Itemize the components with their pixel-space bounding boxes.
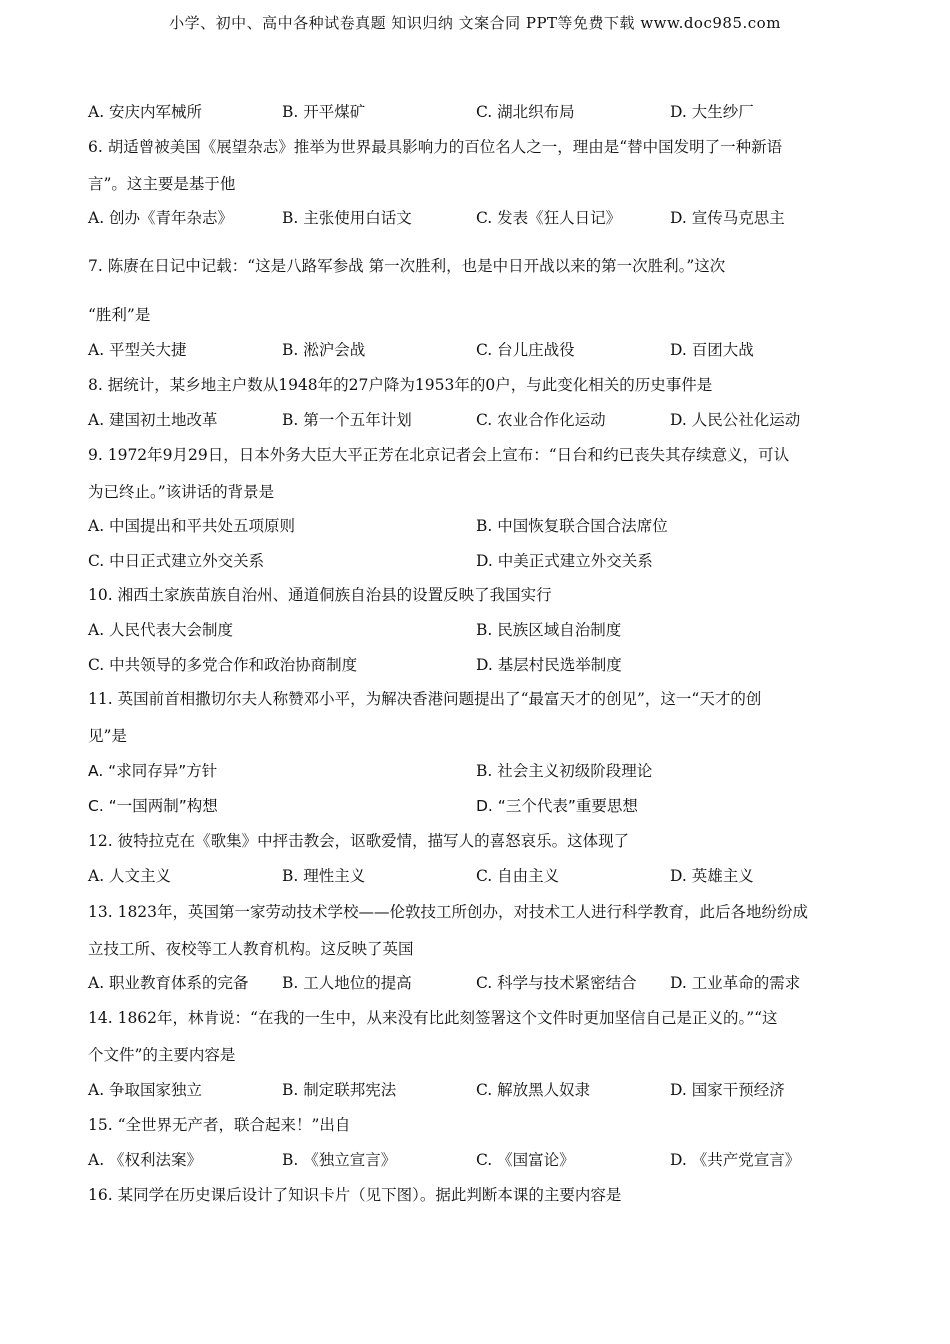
q6-stem-line2: 言”。这主要是基于他: [88, 175, 236, 193]
q7-option-a: A. 平型关大捷: [88, 341, 187, 359]
q11-option-d: D. “三个代表”重要思想: [476, 797, 638, 815]
q15-stem-line1: 15. “全世界无产者，联合起来！”出自: [88, 1116, 351, 1134]
q15-option-a: A. 《权利法案》: [88, 1151, 203, 1169]
q10-option-a: A. 人民代表大会制度: [88, 621, 234, 639]
q9-stem-line2: 为已终止。”该讲话的背景是: [88, 483, 275, 501]
q14-option-b: B. 制定联邦宪法: [282, 1081, 397, 1099]
q6-option-c: C. 发表《狂人日记》: [476, 209, 622, 227]
q7-option-b: B. 淞沪会战: [282, 341, 366, 359]
q10-option-d: D. 基层村民选举制度: [476, 656, 622, 674]
q9-option-b: B. 中国恢复联合国合法席位: [476, 517, 668, 535]
q11-option-a: A. “求同存异”方针: [88, 762, 218, 780]
q6-option-b: B. 主张使用白话文: [282, 209, 412, 227]
q15-option-c: C. 《国富论》: [476, 1151, 575, 1169]
q11-option-b: B. 社会主义初级阶段理论: [476, 762, 653, 780]
q11-option-c: C. “一国两制”构想: [88, 797, 218, 815]
q10-option-c: C. 中共领导的多党合作和政治协商制度: [88, 656, 358, 674]
q7-option-d: D. 百团大战: [670, 341, 754, 359]
q5-option-a: A. 安庆内军械所: [88, 103, 203, 121]
q6-stem-line1: 6. 胡适曾被美国《展望杂志》推举为世界最具影响力的百位名人之一，理由是“替中国发明了一种新语: [88, 138, 783, 156]
q14-stem-line2: 个文件”的主要内容是: [88, 1046, 236, 1064]
q13-option-b: B. 工人地位的提高: [282, 974, 412, 992]
q8-stem-line1: 8. 据统计，某乡地主户数从1948年的27户降为1953年的0户，与此变化相关的历史事件是: [88, 376, 713, 394]
q12-stem-line1: 12. 彼特拉克在《歌集》中抨击教会，讴歌爱情，描写人的喜怒哀乐。这体现了: [88, 832, 630, 850]
q11-stem-line2: 见”是: [88, 727, 127, 745]
q13-option-a: A. 职业教育体系的完备: [88, 974, 249, 992]
q15-option-d: D. 《共产党宣言》: [670, 1151, 801, 1169]
q5-option-d: D. 大生纱厂: [670, 103, 754, 121]
q12-option-d: D. 英雄主义: [670, 867, 754, 885]
q9-option-d: D. 中美正式建立外交关系: [476, 552, 653, 570]
q7-stem-line2: “胜利”是: [88, 306, 151, 324]
q10-option-b: B. 民族区域自治制度: [476, 621, 622, 639]
q6-option-d: D. 宣传马克思主: [670, 209, 785, 227]
page-header: 小学、初中、高中各种试卷真题 知识归纳 文案合同 PPT等免费下载 www.doc985.com: [169, 14, 781, 32]
q13-stem-line2: 立技工所、夜校等工人教育机构。这反映了英国: [88, 940, 414, 958]
q13-option-d: D. 工业革命的需求: [670, 974, 801, 992]
q14-option-c: C. 解放黑人奴隶: [476, 1081, 591, 1099]
q14-option-d: D. 国家干预经济: [670, 1081, 785, 1099]
q8-option-d: D. 人民公社化运动: [670, 411, 801, 429]
q16-stem-line1: 16. 某同学在历史课后设计了知识卡片（见下图）。据此判断本课的主要内容是: [88, 1186, 622, 1204]
q11-stem-line1: 11. 英国前首相撒切尔夫人称赞邓小平，为解决香港问题提出了“最富天才的创见”，这一“天才的创: [88, 690, 762, 708]
q7-stem-line1: 7. 陈赓在日记中记载：“这是八路军参战 第一次胜利，也是中日开战以来的第一次胜利。”这次: [88, 257, 726, 275]
q13-stem-line1: 13. 1823年，英国第一家劳动技术学校——伦敦技工所创办，对技术工人进行科学教育，此后各地纷纷成: [88, 903, 809, 921]
q12-option-b: B. 理性主义: [282, 867, 366, 885]
q14-option-a: A. 争取国家独立: [88, 1081, 203, 1099]
q8-option-a: A. 建国初土地改革: [88, 411, 218, 429]
q7-option-c: C. 台儿庄战役: [476, 341, 575, 359]
q5-option-b: B. 开平煤矿: [282, 103, 366, 121]
q9-option-a: A. 中国提出和平共处五项原则: [88, 517, 296, 535]
q13-option-c: C. 科学与技术紧密结合: [476, 974, 637, 992]
q12-option-c: C. 自由主义: [476, 867, 560, 885]
q12-option-a: A. 人文主义: [88, 867, 172, 885]
q14-stem-line1: 14. 1862年，林肯说：“在我的一生中，从来没有比此刻签署这个文件时更加坚信自己是正义的。”“这: [88, 1009, 778, 1027]
q9-option-c: C. 中日正式建立外交关系: [88, 552, 265, 570]
q8-option-c: C. 农业合作化运动: [476, 411, 606, 429]
q9-stem-line1: 9. 1972年9月29日，日本外务大臣大平正芳在北京记者会上宣布：“日台和约已丧失其存续意义，可认: [88, 446, 790, 464]
q10-stem-line1: 10. 湘西土家族苗族自治州、通道侗族自治县的设置反映了我国实行: [88, 586, 552, 604]
q8-option-b: B. 第一个五年计划: [282, 411, 412, 429]
q5-option-c: C. 湖北织布局: [476, 103, 575, 121]
q15-option-b: B. 《独立宣言》: [282, 1151, 397, 1169]
q6-option-a: A. 创办《青年杂志》: [88, 209, 234, 227]
